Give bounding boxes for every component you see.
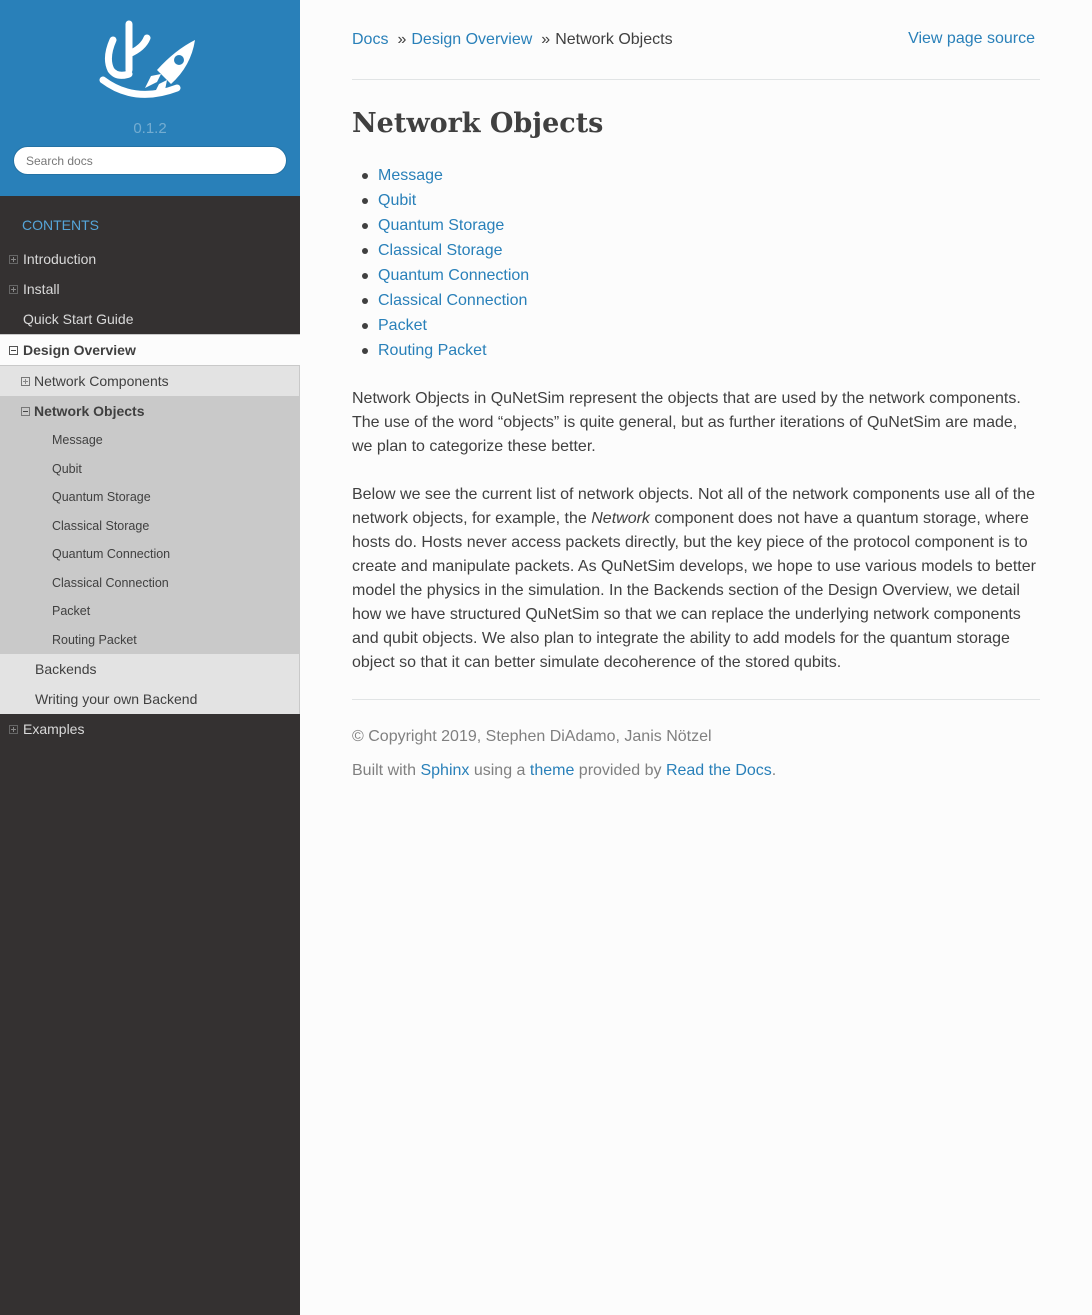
sidebar (0, 0, 300, 1315)
copyright-text: © Copyright 2019, Stephen DiAdamo, Janis Nötzel (352, 728, 712, 745)
network-emphasis: Network (591, 510, 650, 527)
search-input[interactable] (13, 146, 287, 175)
sidebar-item-install[interactable] (0, 274, 300, 304)
expand-icon[interactable] (9, 255, 18, 264)
list-item (352, 238, 1040, 263)
sidebar-item-network-components[interactable] (0, 366, 300, 396)
sidebar-item-label: Quick Start Guide (23, 311, 134, 327)
toc-link-routing-packet[interactable]: Routing Packet (378, 341, 487, 359)
sidebar-subitem-classical-storage[interactable]: Classical Storage (0, 512, 300, 541)
sidebar-item-design-overview[interactable] (0, 334, 300, 366)
breadcrumb (352, 0, 1040, 80)
page-title: Network Objects (352, 108, 604, 139)
intro-paragraph: Network Objects in QuNetSim represent the objects that are used by the network components. The use of the word “objects” is quite general, but as further iterations of QuNetSim are made, we plan to categorize these better. (352, 390, 1021, 455)
list-item (352, 213, 1040, 238)
toc-list (352, 163, 1040, 363)
sidebar-subitem-message[interactable]: Message (0, 426, 300, 455)
breadcrumb-current: Network Objects (555, 30, 673, 48)
sidebar-item-examples[interactable] (0, 714, 300, 744)
toc-link-classical-connection[interactable]: Classical Connection (378, 291, 528, 309)
list-item (352, 313, 1040, 338)
list-item (352, 338, 1040, 363)
breadcrumb-docs-link[interactable]: Docs (352, 30, 389, 48)
toc-link-classical-storage[interactable]: Classical Storage (378, 241, 503, 259)
toc-link-message[interactable]: Message (378, 166, 443, 184)
breadcrumb-design-overview-link[interactable]: Design Overview (411, 30, 533, 48)
sidebar-subitem-packet[interactable]: Packet (0, 597, 300, 626)
toc-link-qubit[interactable]: Qubit (378, 191, 417, 209)
sidebar-item-label: Install (23, 281, 60, 297)
sidebar-header (0, 0, 300, 196)
toc-link-quantum-storage[interactable]: Quantum Storage (378, 216, 505, 234)
sidebar-item-label: Network Components (34, 373, 169, 389)
sidebar-item-quick-start[interactable] (0, 304, 300, 334)
sidebar-subitem-qubit[interactable]: Qubit (0, 455, 300, 484)
toc-link-quantum-connection[interactable]: Quantum Connection (378, 266, 530, 284)
sidebar-subitem-quantum-storage[interactable]: Quantum Storage (0, 483, 300, 512)
sidebar-item-label: Introduction (23, 251, 97, 267)
breadcrumb-separator: » (541, 30, 551, 48)
list-item (352, 263, 1040, 288)
view-page-source-link[interactable]: View page source (908, 30, 1035, 47)
sidebar-item-introduction[interactable] (0, 244, 300, 274)
sidebar-item-label: Examples (23, 721, 85, 737)
sidebar-item-network-objects[interactable] (0, 396, 300, 426)
expand-icon[interactable] (9, 285, 18, 294)
sidebar-item-backends[interactable]: Backends (0, 654, 300, 684)
details-paragraph: Below we see the current list of network objects. Not all of the network components use all of the network objects, for example, the Network component does not have a quantum storage, where hosts do. Hosts never access packets directly, but the key piece of the protocol component is to create and manipulate packets. As QuNetSim develops, we hope to use various models to better model the physics in the simulation. In the Backends section of the Design Overview, we detail how we have structured QuNetSim so that we can replace the underlying network components and qubit objects. We also plan to integrate the ability to add models for the quantum storage object so that it can better simulate decoherence of the stored qubits. (352, 486, 1036, 671)
breadcrumb-separator: » (397, 30, 407, 48)
footer (352, 699, 1040, 783)
toc-link-packet[interactable]: Packet (378, 316, 427, 334)
list-item (352, 288, 1040, 313)
main-content (300, 0, 1092, 1315)
sidebar-subitem-routing-packet[interactable]: Routing Packet (0, 626, 300, 655)
read-the-docs-link[interactable]: Read the Docs (665, 762, 772, 779)
list-item (352, 188, 1040, 213)
list-item (352, 163, 1040, 188)
contents-caption: CONTENTS (22, 217, 99, 233)
expand-icon[interactable] (9, 725, 18, 734)
theme-link[interactable]: theme (529, 762, 575, 779)
sphinx-link[interactable]: Sphinx (420, 762, 470, 779)
sidebar-item-label: Network Objects (34, 403, 145, 419)
sidebar-item-label: Design Overview (23, 342, 136, 358)
built-with-text: Built with Sphinx using a theme provided by Read the Docs. (352, 762, 777, 779)
qunetsim-logo-icon[interactable] (95, 18, 205, 108)
collapse-icon[interactable] (21, 407, 30, 416)
version-label: 0.1.2 (133, 120, 167, 137)
sidebar-item-writing-backend[interactable]: Writing your own Backend (0, 684, 300, 714)
expand-icon[interactable] (21, 377, 30, 386)
collapse-icon[interactable] (9, 346, 18, 355)
sidebar-subitem-classical-connection[interactable]: Classical Connection (0, 569, 300, 598)
sidebar-subitem-quantum-connection[interactable]: Quantum Connection (0, 540, 300, 569)
